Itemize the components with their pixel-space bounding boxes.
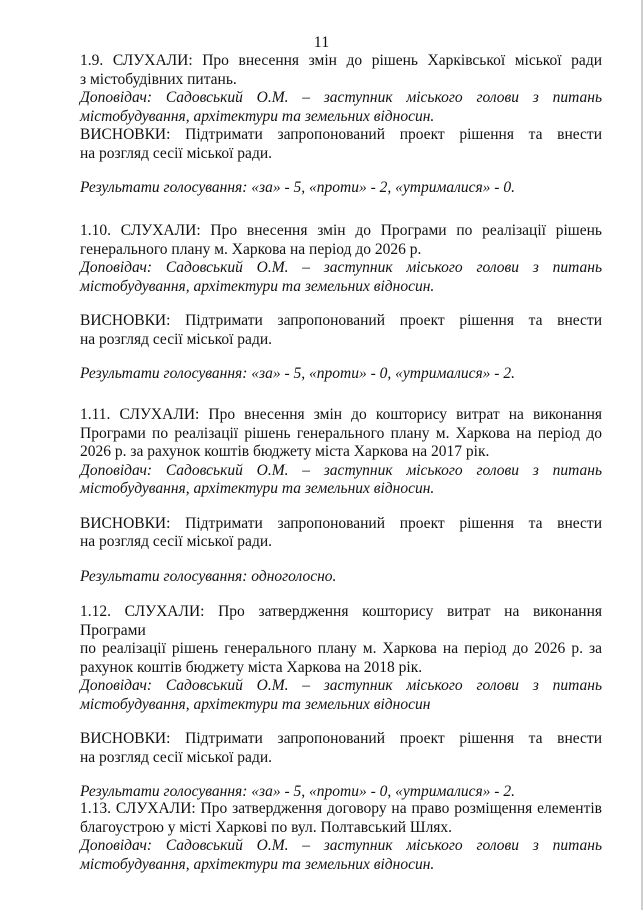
conclusion-line: ВИСНОВКИ: Підтримати запропонований проект рішення та внести [80,126,602,143]
agenda-item-1-12 [80,603,602,802]
speaker-line: Доповідач: Садовський О.М. – заступник міського голови з питань [80,461,602,479]
conclusion-line: ВИСНОВКИ: Підтримати запропонований проект рішення та внести [80,312,602,329]
speaker-line: містобудування, архітектури та земельних відносин. [80,107,435,125]
conclusion-line: ВИСНОВКИ: Підтримати запропонований проект рішення та внести [80,514,602,532]
speaker-line: Доповідач: Садовський О.М. – заступник міського голови з питань [80,837,602,854]
speaker-line: містобудування, архітектури та земельних відносин [80,695,431,713]
speaker-line: містобудування, архітектури та земельних відносин. [80,855,435,873]
heard-line: 1.13. СЛУХАЛИ: Про затвердження договору на право розміщення елементів [80,800,602,817]
heard-line: Програми по реалізації рішень генерального плану м. Харкова на період до [80,424,602,442]
conclusion-line: на розгляд сесії міської ради. [80,533,272,550]
speaker-line: Доповідач: Садовський О.М. – заступник міського голови з питань [80,259,602,276]
heard-line: 1.12. СЛУХАЛИ: Про затвердження кошторису витрат на виконання Програми [80,603,602,639]
conclusion-line: на розгляд сесії міської ради. [80,330,272,348]
agenda-item-1-11 [80,406,602,586]
heard-line: благоустрою у місті Харкові по вул. Полтавський Шлях. [80,818,453,836]
heard-line: рахунок коштів бюджету міста Харкова на 2018 рік. [80,658,423,676]
conclusion-line: на розгляд сесії міської ради. [80,144,272,162]
heard-line: по реалізації рішень генерального плану м. Харкова на період до 2026 р. за [80,640,602,657]
page-number: 11 [313,34,330,51]
speaker-line: Доповідач: Садовський О.М. – заступник міського голови з питань [80,89,602,106]
heard-line: з містобудівних питань. [80,70,237,88]
conclusion-line: ВИСНОВКИ: Підтримати запропонований проект рішення та внести [80,730,602,747]
speaker-line: містобудування, архітектури та земельних відносин. [80,277,435,295]
heard-line: 1.10. СЛУХАЛИ: Про внесення змін до Програми по реалізації рішень [80,222,602,239]
agenda-item-1-13 [80,800,602,874]
speaker-line: містобудування, архітектури та земельних відносин. [80,480,435,497]
voting-results: Результати голосування: одноголосно. [80,567,337,585]
voting-results: Результати голосування: «за» - 5, «проти» - 0, «утрималися» - 2. [80,783,515,800]
heard-line: 2026 р. за рахунок коштів бюджету міста Харкова на 2017 рік. [80,443,490,460]
heard-line: 1.9. СЛУХАЛИ: Про внесення змін до рішень Харківської міської ради [80,52,602,69]
agenda-item-1-10 [80,222,602,384]
heard-line: 1.11. СЛУХАЛИ: Про внесення змін до кошторису витрат на виконання [80,406,602,423]
speaker-line: Доповідач: Садовський О.М. – заступник міського голови з питань [80,677,602,694]
voting-results: Результати голосування: «за» - 5, «проти» - 0, «утрималися» - 2. [80,365,515,382]
voting-results: Результати голосування: «за» - 5, «проти» - 2, «утрималися» - 0. [80,179,515,196]
conclusion-line: на розгляд сесії міської ради. [80,748,272,766]
agenda-item-1-9 [80,52,602,198]
heard-line: генерального плану м. Харкова на період до 2026 р. [80,240,422,258]
